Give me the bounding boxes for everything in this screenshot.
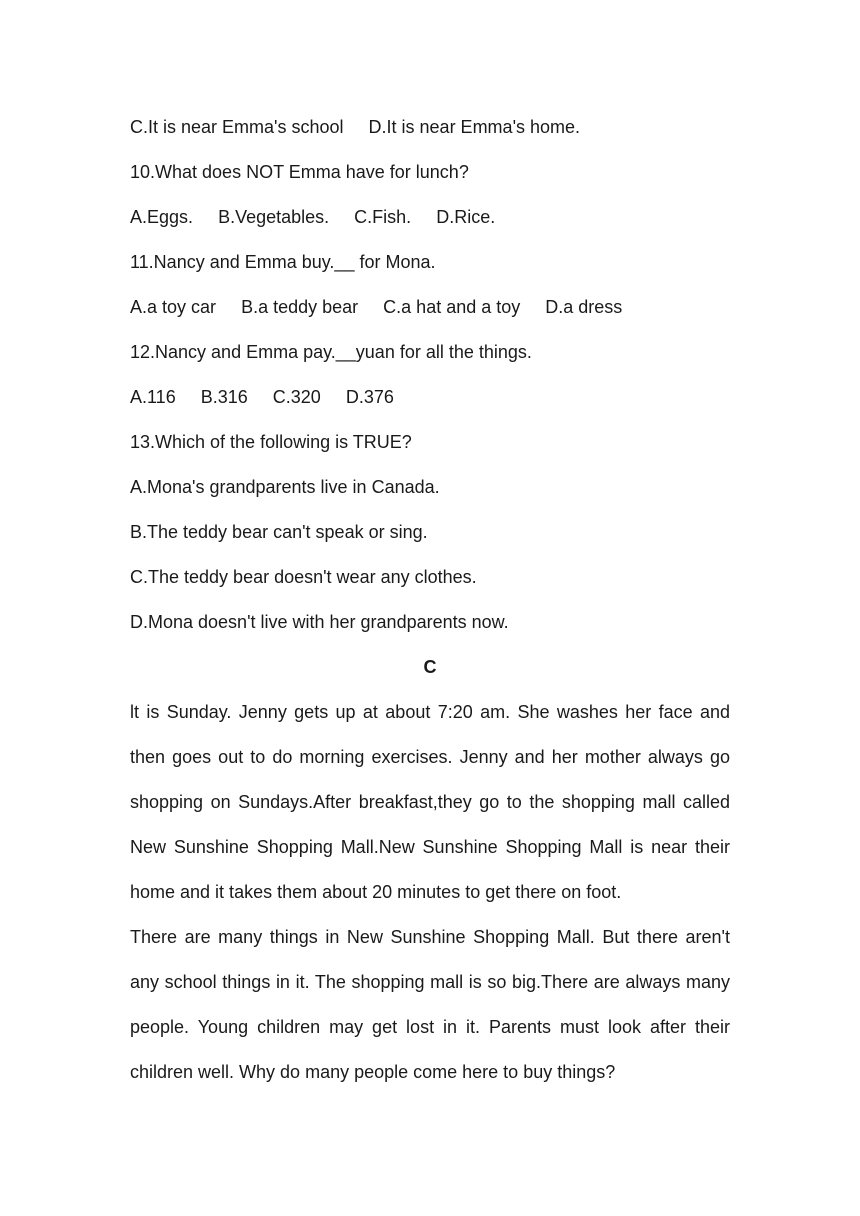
q10-option-b: B.Vegetables. — [218, 207, 330, 227]
q10-option-c: C.Fish. — [354, 207, 412, 227]
q11-question: 11.Nancy and Emma buy.__ for Mona. — [130, 252, 436, 272]
passage-c-p2-line: people. Young children may get lost in it. Parents must look after their — [130, 1017, 730, 1037]
q12-option-b: B.316 — [200, 387, 248, 407]
q13-option-a: A.Mona's grandparents live in Canada. — [130, 477, 440, 497]
q12-option-a: A.116 — [130, 387, 176, 407]
q12-option-d: D.376 — [345, 387, 394, 407]
q9-option-d: D.It is near Emma's home. — [368, 117, 581, 137]
q10-option-d: D.Rice. — [436, 207, 496, 227]
passage-c-p1-line: shopping on Sundays.After breakfast,they go to the shopping mall called — [130, 792, 730, 812]
passage-c-p1-line: home and it takes them about 20 minutes to get there on foot. — [130, 882, 622, 902]
q11-option-c: C.a hat and a toy — [383, 297, 521, 317]
passage-c-p2-line: any school things in it. The shopping mall is so big.There are always many — [130, 972, 730, 992]
passage-c-p1-line: New Sunshine Shopping Mall.New Sunshine Shopping Mall is near their — [130, 837, 730, 857]
passage-c-p1-line: then goes out to do morning exercises. Jenny and her mother always go — [130, 747, 730, 767]
passage-c-p2-line: There are many things in New Sunshine Shopping Mall. But there aren't — [130, 927, 730, 947]
q11-option-b: B.a teddy bear — [241, 297, 359, 317]
q12-options — [130, 385, 394, 409]
q11-option-a: A.a toy car — [130, 297, 217, 317]
q9-option-c: C.It is near Emma's school — [130, 117, 344, 137]
q10-options — [130, 205, 495, 229]
passage-c-p1-line: lt is Sunday. Jenny gets up at about 7:20 am. She washes her face and — [130, 702, 730, 722]
q12-option-c: C.320 — [272, 387, 321, 407]
q13-option-b: B.The teddy bear can't speak or sing. — [130, 522, 428, 542]
q9-options — [130, 115, 580, 139]
q12-question: 12.Nancy and Emma pay.__yuan for all the things. — [130, 342, 532, 362]
q10-option-a: A.Eggs. — [130, 207, 194, 227]
q10-question: 10.What does NOT Emma have for lunch? — [130, 162, 469, 182]
q13-option-d: D.Mona doesn't live with her grandparents now. — [130, 612, 509, 632]
section-c-heading: C — [423, 657, 437, 677]
q13-question: 13.Which of the following is TRUE? — [130, 432, 412, 452]
passage-c-p2-line: children well. Why do many people come here to buy things? — [130, 1062, 616, 1082]
q13-option-c: C.The teddy bear doesn't wear any clothes. — [130, 567, 477, 587]
q11-options — [130, 295, 622, 319]
q11-option-d: D.a dress — [545, 297, 623, 317]
